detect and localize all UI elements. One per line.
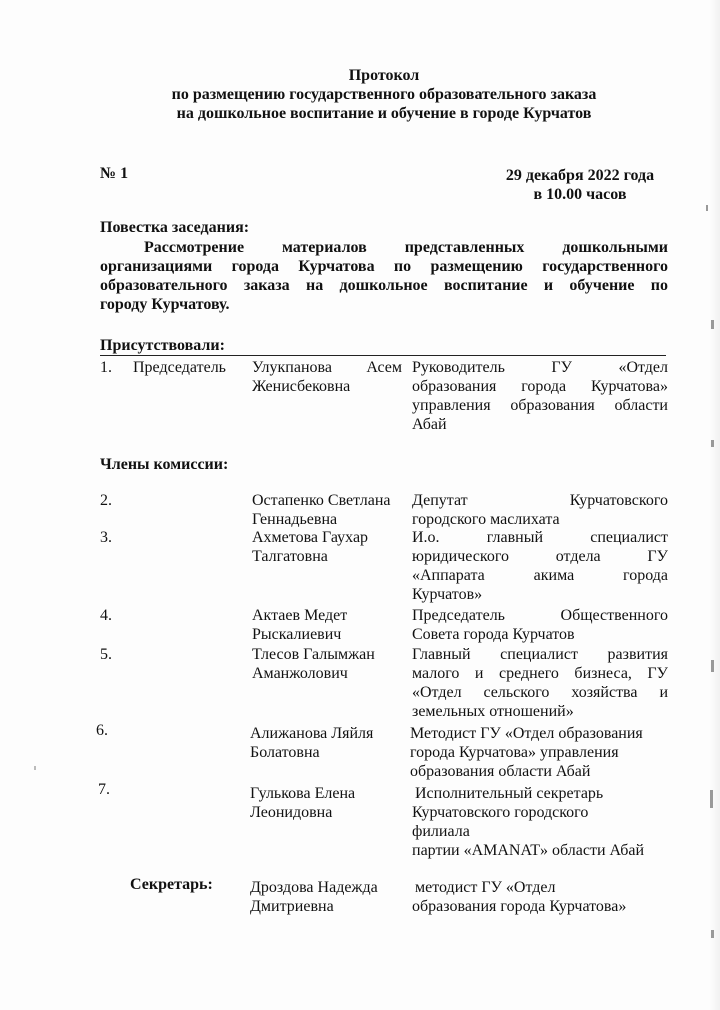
position-line: партии «AMANAT» области Абай	[412, 842, 645, 859]
member-number: 7.	[98, 781, 110, 798]
protocol-date: 29 декабря 2022 года	[505, 167, 655, 184]
chair-number: 1.	[100, 359, 112, 376]
document-subtitle-line1: по размещению государственного образовательного заказа	[171, 86, 597, 103]
position-line: образования города Курчатова»	[412, 378, 668, 395]
position-line: земельных отношений»	[412, 703, 574, 720]
member-name	[250, 724, 402, 762]
name-line: Аманжолович	[252, 665, 348, 682]
position-line: Методист ГУ «Отдел образования	[410, 725, 643, 742]
position-line: Председатель Общественного	[412, 607, 668, 624]
member-position	[412, 528, 668, 604]
member-name	[252, 491, 402, 529]
position-line: методист ГУ «Отдел	[415, 879, 556, 896]
position-line: образования области Абай	[410, 763, 591, 780]
position-line: управления образования области	[412, 397, 668, 414]
member-position	[410, 724, 668, 781]
agenda-line: Рассмотрение материалов представленных дошкольными	[144, 239, 668, 256]
position-line: малого и среднего бизнеса, ГУ	[412, 665, 668, 682]
secretary-position	[412, 878, 670, 916]
name-line: Геннадьевна	[252, 511, 338, 528]
member-number: 2.	[100, 492, 112, 509]
protocol-date-block	[490, 166, 670, 204]
scan-speck	[706, 205, 708, 211]
member-name	[252, 606, 402, 644]
position-line: образования города Курчатова»	[412, 898, 627, 915]
name-line: Талгатовна	[252, 548, 328, 565]
agenda-line: организациями города Курчатова по размещению государственного	[100, 258, 668, 275]
position-line: филиала	[412, 823, 470, 840]
member-number: 4.	[100, 607, 112, 624]
secretary-role: Секретарь:	[130, 876, 213, 893]
agenda-line: городу Курчатову.	[100, 296, 230, 313]
scan-speck	[711, 930, 714, 938]
position-line: Исполнительный секретарь	[415, 785, 604, 802]
name-line: Болатовна	[250, 744, 320, 761]
name-line: Остапенко Светлана	[252, 492, 391, 509]
name-line: Ахметова Гаухар	[252, 529, 369, 546]
scan-edge-shadow	[710, 0, 720, 1010]
name-line: Рыскалиевич	[252, 626, 342, 643]
name-line: Тлесов Галымжан	[252, 646, 375, 663]
position-line: «Аппарата акима города	[412, 567, 668, 584]
member-position	[412, 784, 670, 860]
chair-position	[412, 358, 668, 434]
scan-speck	[711, 660, 714, 672]
members-heading: Члены комиссии:	[100, 456, 229, 473]
agenda-text	[100, 238, 668, 314]
present-heading: Присутствовали:	[100, 337, 225, 354]
member-number: 3.	[100, 529, 112, 546]
name-line: Улукпанова Асем	[252, 359, 402, 376]
name-line: Дмитриевна	[250, 898, 334, 915]
name-line: Женисбековна	[252, 378, 351, 395]
name-line: Алижанова Ляйля	[250, 725, 374, 742]
name-line: Дроздова Надежда	[250, 879, 378, 896]
position-line: «Отдел сельского хозяйства и	[412, 684, 668, 701]
chair-name	[252, 358, 402, 396]
name-line: Гулькова Елена	[250, 785, 356, 802]
section-divider	[100, 355, 666, 356]
scan-speck	[710, 790, 713, 808]
position-line: Депутат Курчатовского	[412, 492, 668, 509]
protocol-time: в 10.00 часов	[533, 186, 627, 203]
position-line: города Курчатова» управления	[410, 744, 619, 761]
position-line: городского маслихата	[412, 511, 560, 528]
position-line: Главный специалист развития	[412, 646, 668, 663]
position-line: юридического отдела ГУ	[412, 548, 668, 565]
position-line: Курчатовского городского	[412, 804, 589, 821]
position-line: Абай	[412, 416, 447, 433]
member-name	[252, 645, 402, 683]
agenda-line: образовательного заказа на дошкольное воспитание и обучение по	[100, 277, 668, 294]
name-line: Актаев Медет	[252, 607, 348, 624]
scan-speck	[34, 766, 36, 770]
position-line: Совета города Курчатов	[412, 626, 575, 643]
document-title: Протокол	[348, 67, 420, 84]
secretary-name	[250, 878, 402, 916]
member-number: 5.	[100, 646, 112, 663]
member-number: 6.	[96, 722, 108, 739]
member-position	[412, 645, 668, 721]
scan-speck	[711, 440, 714, 447]
chair-role: Председатель	[133, 359, 226, 376]
document-subtitle-line2: на дошкольное воспитание и обучение в городе Курчатов	[176, 105, 592, 122]
position-line: Курчатов»	[412, 586, 483, 603]
member-position	[412, 491, 668, 529]
name-line: Леонидовна	[250, 804, 333, 821]
member-name	[250, 784, 402, 822]
position-line: Руководитель ГУ «Отдел	[412, 359, 668, 376]
scan-speck	[711, 320, 714, 329]
member-position	[412, 606, 668, 644]
agenda-heading: Повестка заседания:	[100, 219, 250, 236]
title-block	[100, 66, 668, 123]
position-line: И.о. главный специалист	[412, 529, 668, 546]
member-name	[252, 528, 402, 566]
protocol-number: № 1	[100, 165, 129, 182]
